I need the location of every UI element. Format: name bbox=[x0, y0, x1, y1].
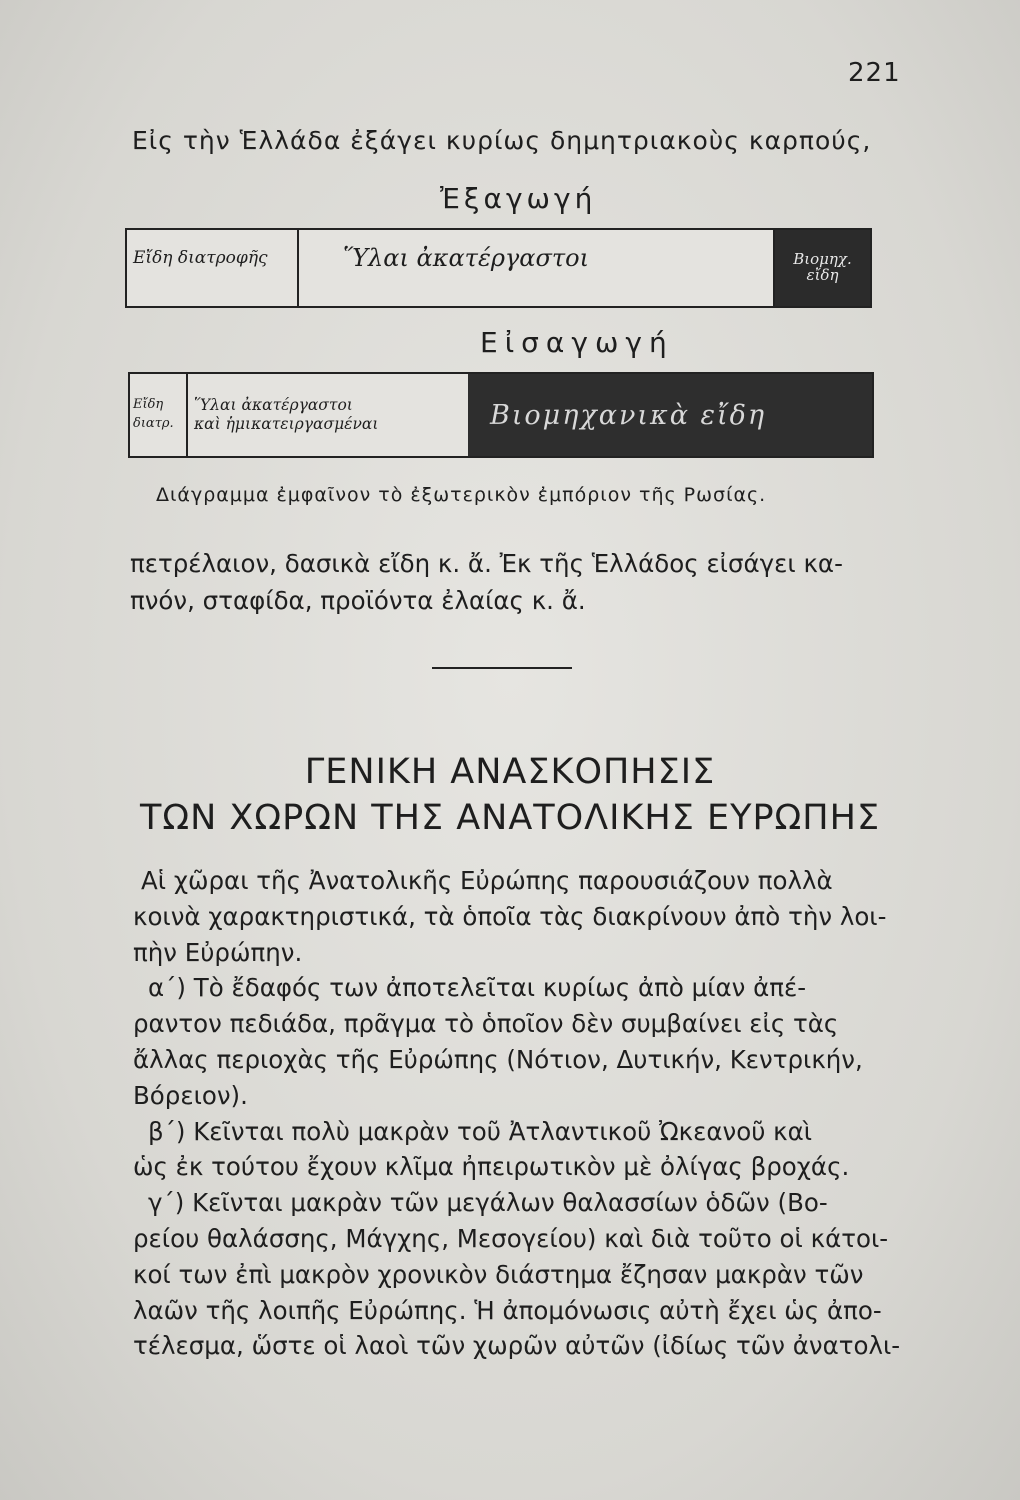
text-line: τέλεσμα, ὥστε οἱ λαοὶ τῶν χωρῶν αὐτῶν (ἰδίως τῶν ἀνατολι- bbox=[133, 1331, 901, 1361]
import-raw-materials-segment bbox=[188, 374, 468, 456]
text-line: ὡς ἐκ τούτου ἔχουν κλῖμα ἠπειρωτικὸν μὲ ὀλίγας βροχάς. bbox=[133, 1152, 850, 1182]
import-title: Εἰσαγωγή bbox=[480, 326, 674, 359]
import-food-segment bbox=[130, 374, 188, 456]
import-bar bbox=[128, 372, 874, 458]
export-bar bbox=[125, 228, 872, 308]
export-industrial-segment: Βιομηχ. εἴδη bbox=[775, 230, 870, 306]
section-body bbox=[133, 866, 945, 1367]
text-line: Αἱ χῶραι τῆς Ἀνατολικῆς Εὐρώπης παρουσιάζουν πολλὰ bbox=[141, 866, 833, 895]
section-heading-line1: ΓΕΝΙΚΗ ΑΝΑΣΚΟΠΗΣΙΣ bbox=[304, 752, 716, 792]
text-line: πὴν Εὐρώπην. bbox=[133, 937, 303, 967]
import-food-label-line1: Εἴδη bbox=[133, 397, 164, 413]
section-divider bbox=[432, 667, 572, 669]
text-line: ρείου θαλάσσης, Μάγχης, Μεσογείου) καὶ διὰ τοῦτο οἱ κάτοι- bbox=[133, 1223, 889, 1253]
text-line: β΄) Κεῖνται πολὺ μακρὰν τοῦ Ἀτλαντικοῦ Ὠκεανοῦ καὶ bbox=[148, 1116, 813, 1146]
text-line: κοί των ἐπὶ μακρὸν χρονικὸν διάστημα ἔζησαν μακρὰν τῶν bbox=[133, 1259, 864, 1289]
text-line: γ΄) Κεῖνται μακρὰν τῶν μεγάλων θαλασσίων ὁδῶν (Βο- bbox=[148, 1188, 828, 1218]
export-raw-materials-segment: Ὕλαι ἀκατέργαστοι bbox=[299, 230, 775, 306]
import-industrial-segment: Βιομηχανικὰ εἴδη bbox=[468, 374, 872, 456]
text-line: λαῶν τῆς λοιπῆς Εὐρώπης. Ἡ ἀπομόνωσις αὐτὴ ἔχει ὡς ἀπο- bbox=[133, 1295, 882, 1325]
export-title: Ἐξαγωγή bbox=[440, 182, 597, 215]
import-food-label-line2: διατρ. bbox=[133, 416, 174, 431]
diagram-caption: Διάγραμμα ἐμφαῖνον τὸ ἐξωτερικὸν ἐμπόριον τῆς Ρωσίας. bbox=[156, 484, 767, 506]
page-number: 221 bbox=[848, 58, 901, 88]
text-line: ἄλλας περιοχὰς τῆς Εὐρώπης (Νότιον, Δυτικήν, Κεντρικήν, bbox=[133, 1044, 863, 1074]
section-heading-line2: ΤΩΝ ΧΩΡΩΝ ΤΗΣ ΑΝΑΤΟΛΙΚΗΣ ΕΥΡΩΠΗΣ bbox=[139, 798, 881, 838]
text-line: ραντον πεδιάδα, πρᾶγμα τὸ ὁποῖον δὲν συμβαίνει εἰς τὰς bbox=[133, 1009, 839, 1039]
export-food-segment: Εἴδη διατροφῆς bbox=[127, 230, 299, 306]
import-raw-label-line1: Ὕλαι ἀκατέργαστοι bbox=[194, 396, 353, 415]
text-line: κοινὰ χαρακτηριστικά, τὰ ὁποῖα τὰς διακρίνουν ἀπὸ τὴν λοι- bbox=[133, 901, 887, 931]
intro-sentence: Εἰς τὴν Ἑλλάδα ἐξάγει κυρίως δημητριακοὺς καρπούς, bbox=[132, 126, 872, 155]
book-page: 221 Εἰς τὴν Ἑλλάδα ἐξάγει κυρίως δημητριακοὺς καρπούς, Ἐξαγωγή Εἴδη διατροφῆς Ὕλαι ἀκατέργαστοι Βιομηχ. εἴδη Εἰσαγωγή Εἴδη διατρ. Ὕλαι ἀκατέργαστοι καὶ ἡμικατειργασμέναι Βιομηχανικὰ εἴδη Διάγραμμα ἐμφαῖνον τὸ ἐξωτερικὸν ἐμπόριον τῆς Ρωσίας. πετρέλαιον, δασικὰ εἴδη κ. ἄ. Ἐκ τῆς Ἑλλάδος εἰσάγει κα- πνόν, σταφίδα, προϊόντα ἐλαίας κ. ἄ. ΓΕΝΙΚΗ ΑΝΑΣΚΟΠΗΣΙΣ ΤΩΝ ΧΩΡΩΝ ΤΗΣ ΑΝΑΤΟΛΙΚΗΣ ΕΥΡΩΠΗΣ Αἱ χῶραι τῆς Ἀνατολικῆς Εὐρώπης παρουσιάζουν πολλὰ κοινὰ χαρακτηριστικά, τὰ ὁποῖα τὰς διακρίνουν ἀπὸ τὴν λοι- πὴν Εὐρώπην. α΄) Τὸ ἔδαφός των ἀποτελεῖται κυρίως ἀπὸ μίαν ἀπέ- ραντον πεδιάδα, πρᾶγμα τὸ ὁποῖον δὲν συμβαίνει εἰς τὰς ἄλλας περιοχὰς τῆς Εὐρώπης (Νότιον, Δυτικήν, Κεντρικήν, Βόρειον). β΄) Κεῖνται πολὺ μακρὰν τοῦ Ἀτλαντικοῦ Ὠκεανοῦ καὶ ὡς ἐκ τούτου ἔχουν κλῖμα ἠπειρωτικὸν μὲ ὀλίγας βροχάς. γ΄) Κεῖνται μακρὰν τῶν μεγάλων θαλασσίων ὁδῶν (Βο- ρείου θαλάσσης, Μάγχης, Μεσογείου) καὶ διὰ τοῦτο οἱ κάτοι- κοί των ἐπὶ μακρὸν χρονικὸν διάστημα ἔζησαν μακρὰν τῶν λαῶν τῆς λοιπῆς Εὐρώπης. Ἡ ἀπομόνωσις αὐτὴ ἔχει ὡς ἀπο- τέλεσμα, ὥστε οἱ λαοὶ τῶν χωρῶν αὐτῶν (ἰδίως τῶν ἀνατολι- bbox=[0, 0, 1020, 1500]
text-line: α΄) Τὸ ἔδαφός των ἀποτελεῖται κυρίως ἀπὸ μίαν ἀπέ- bbox=[148, 973, 807, 1003]
text-line: Βόρειον). bbox=[133, 1080, 248, 1110]
import-raw-label-line2: καὶ ἡμικατειργασμέναι bbox=[194, 415, 379, 433]
